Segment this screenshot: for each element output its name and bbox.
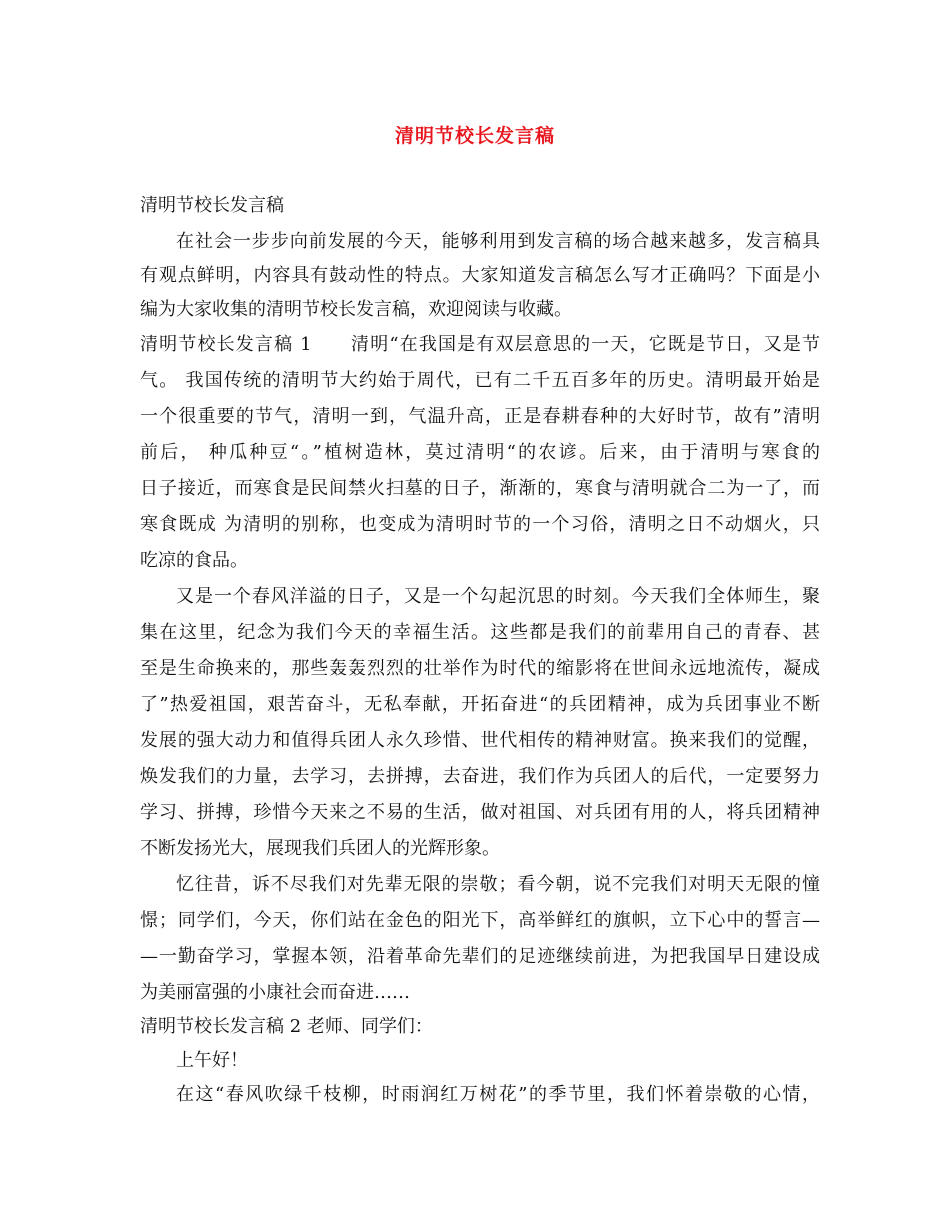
document-title: 清明节校长发言稿 xyxy=(394,125,555,147)
paragraph-line: 不断发扬光大，展现我们兵团人的光辉形象。 xyxy=(140,838,500,859)
paragraph-line: 了”热爱祖国，艰苦奋斗，无私奉献，开拓奋进“的兵团精神，成为兵团事业不断 xyxy=(140,694,820,715)
section-heading: 清明节校长发言稿 xyxy=(140,195,284,216)
paragraph-line: 前后， 种瓜种豆“。”植树造林，莫过清明“的农谚。后来，由于清明与寒食的 xyxy=(140,442,820,463)
paragraph-line: 日子接近，而寒食是民间禁火扫墓的日子，渐渐的，寒食与清明就合二为一了，而 xyxy=(140,478,820,499)
paragraph-line: 在社会一步步向前发展的今天，能够利用到发言稿的场合越来越多，发言稿具 xyxy=(176,231,820,252)
paragraph-line: 有观点鲜明，内容具有鼓动性的特点。大家知道发言稿怎么写才正确吗？下面是小 xyxy=(140,265,820,286)
paragraph-line: 学习、拼搏，珍惜今天来之不易的生活，做对祖国、对兵团有用的人，将兵团精神 xyxy=(140,802,820,823)
paragraph-line: 又是一个春风洋溢的日子，又是一个勾起沉思的时刻。今天我们全体师生，聚 xyxy=(176,586,820,607)
paragraph-line: 忆往昔，诉不尽我们对先辈无限的崇敬；看今朝，说不完我们对明天无限的憧 xyxy=(176,874,820,895)
paragraph-line: 编为大家收集的清明节校长发言稿，欢迎阅读与收藏。 xyxy=(140,299,572,320)
paragraph-line: —一勤奋学习，掌握本领，沿着革命先辈们的足迹继续前进，为把我国早日建设成 xyxy=(140,946,820,967)
paragraph-line: 清明节校长发言稿 1 清明“在我国是有双层意思的一天，它既是节日，又是节 xyxy=(140,334,820,355)
paragraph-line: 一个很重要的节气，清明一到，气温升高，正是春耕春种的大好时节，故有”清明 xyxy=(140,406,820,427)
paragraph-line: 憬；同学们，今天，你们站在金色的阳光下，高举鲜红的旗帜，立下心中的誓言— xyxy=(140,910,820,931)
paragraph-line: 寒食既成 为清明的别称，也变成为清明时节的一个习俗，清明之日不动烟火，只 xyxy=(140,514,820,535)
paragraph-line: 上午好！ xyxy=(176,1050,248,1071)
paragraph-line: 气。 我国传统的清明节大约始于周代，已有二千五百多年的历史。清明最开始是 xyxy=(140,370,820,391)
paragraph-line: 集在这里，纪念为我们今天的幸福生活。这些都是我们的前辈用自己的青春、甚 xyxy=(140,622,820,643)
section-heading: 清明节校长发言稿 2 老师、同学们： xyxy=(140,1016,433,1037)
paragraph-line: 至是生命换来的，那些轰轰烈烈的壮举作为时代的缩影将在世间永远地流传，凝成 xyxy=(140,658,820,679)
paragraph-line: 焕发我们的力量，去学习，去拼搏，去奋进，我们作为兵团人的后代，一定要努力 xyxy=(140,766,820,787)
paragraph-line: 吃凉的食品。 xyxy=(140,550,248,571)
paragraph-line: 为美丽富强的小康社会而奋进…… xyxy=(140,982,410,1003)
paragraph-line: 发展的强大动力和值得兵团人永久珍惜、世代相传的精神财富。换来我们的觉醒， xyxy=(140,730,820,751)
paragraph-line: 在这“春风吹绿千枝柳，时雨润红万树花”的季节里，我们怀着崇敬的心情， xyxy=(176,1084,820,1105)
